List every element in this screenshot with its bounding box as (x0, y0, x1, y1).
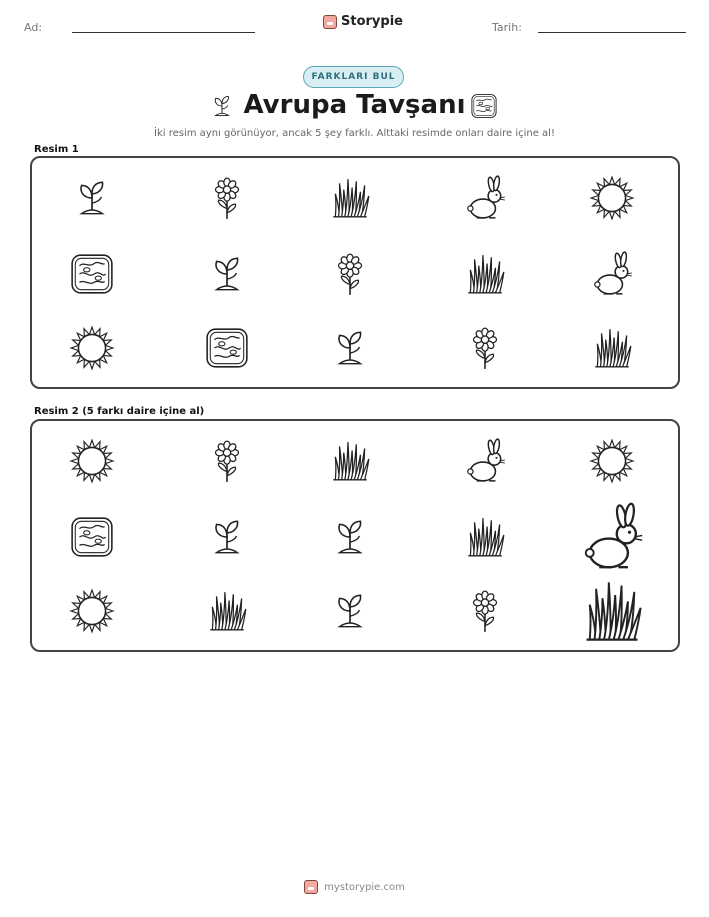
picture1-panel (30, 156, 680, 389)
grass-icon (327, 175, 373, 221)
grass-icon (589, 325, 635, 371)
rabbit-icon[interactable] (462, 438, 508, 484)
burrow-icon (470, 92, 498, 124)
flower-icon (462, 325, 508, 371)
sprout-icon (327, 325, 373, 371)
burrow-icon (69, 251, 115, 297)
picture2-label: Resim 2 (5 farkı daire içine al) (34, 406, 205, 417)
rabbit-icon (462, 175, 508, 221)
storypie-logo-icon (323, 15, 337, 29)
sprout-icon (208, 92, 236, 124)
worksheet-type-badge: FARKLARI BUL (303, 66, 404, 88)
name-label: Ad: (24, 21, 43, 34)
flower-icon[interactable] (204, 438, 250, 484)
storypie-logo-icon (304, 880, 318, 894)
grass-icon (462, 251, 508, 297)
sprout-icon[interactable] (327, 514, 373, 560)
flower-icon[interactable] (462, 588, 508, 634)
sun-icon[interactable] (589, 438, 635, 484)
footer-url[interactable]: mystorypie.com (324, 881, 405, 893)
sprout-icon[interactable] (327, 588, 373, 634)
sun-icon (589, 175, 635, 221)
page-title: Avrupa Tavşanı (243, 90, 466, 120)
flower-icon (204, 175, 250, 221)
sun-icon[interactable] (69, 588, 115, 634)
footer (0, 880, 709, 894)
grass-icon[interactable] (327, 438, 373, 484)
picture1-label: Resim 1 (34, 144, 79, 155)
sprout-icon (204, 251, 250, 297)
rabbit-icon (589, 251, 635, 297)
brand-name: Storypie (341, 14, 403, 29)
instructions: İki resim aynı görünüyor, ancak 5 şey farklı. Alttaki resimde onları daire içine al! (154, 128, 555, 139)
brand (323, 14, 403, 29)
picture2-panel[interactable] (30, 419, 680, 652)
grass-icon[interactable] (462, 514, 508, 560)
name-line[interactable] (72, 32, 255, 33)
burrow-icon (204, 325, 250, 371)
sprout-icon (69, 175, 115, 221)
rabbit-icon[interactable] (577, 502, 647, 572)
date-line[interactable] (538, 32, 686, 33)
sun-icon (69, 325, 115, 371)
burrow-icon[interactable] (69, 514, 115, 560)
sprout-icon[interactable] (204, 514, 250, 560)
flower-icon (327, 251, 373, 297)
grass-icon[interactable] (204, 588, 250, 634)
sun-icon[interactable] (69, 438, 115, 484)
grass-icon[interactable] (577, 576, 647, 646)
date-label: Tarih: (492, 21, 522, 34)
